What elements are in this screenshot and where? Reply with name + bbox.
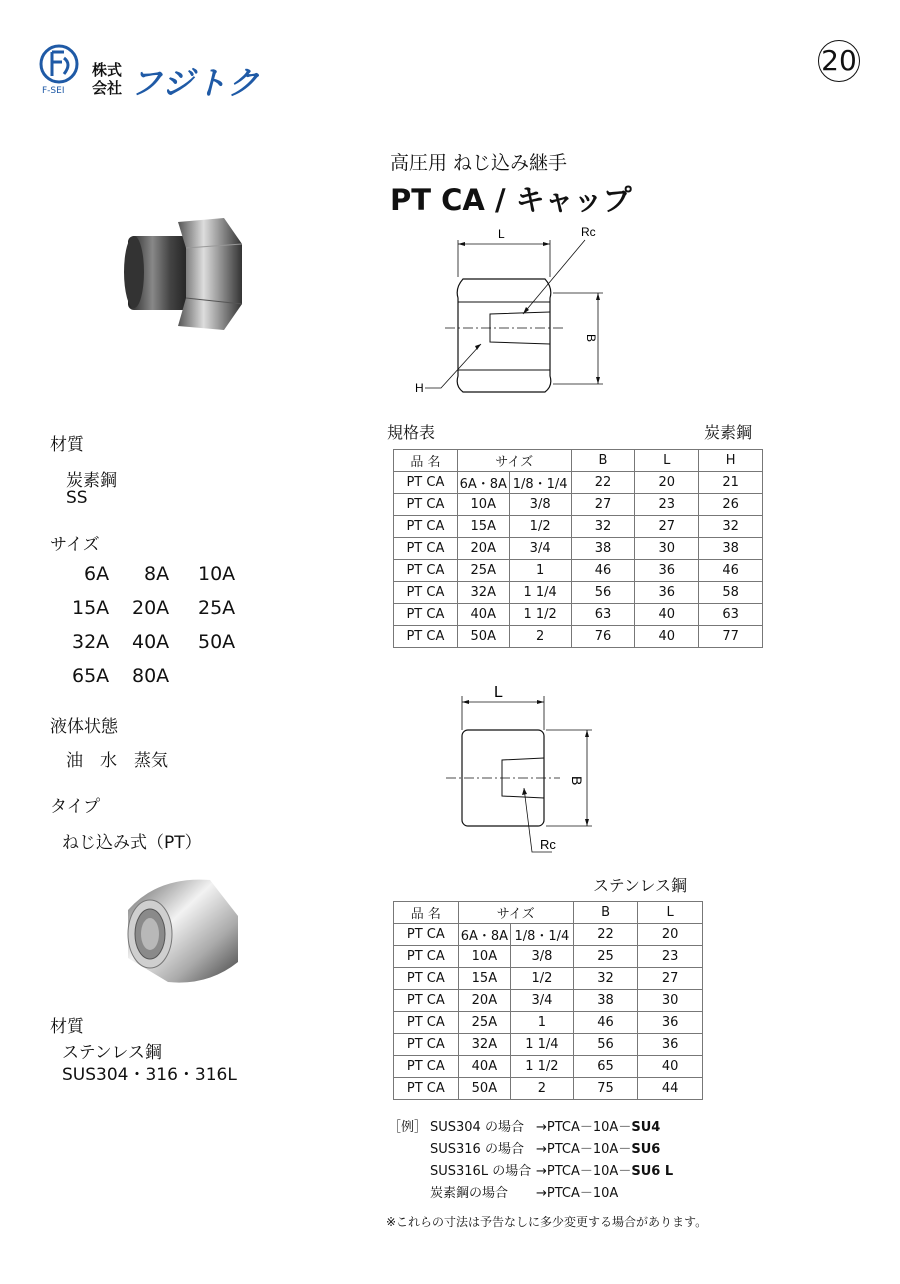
example-case: SUS316 の場合 (430, 1142, 524, 1157)
cell-size-a: 40A (458, 1056, 511, 1078)
cell-L: 36 (638, 1012, 703, 1034)
cell-size-inch: 1 (511, 1012, 574, 1034)
stainless-material-grades: SUS304・316・316L (62, 1065, 237, 1085)
logo-mark-caption: F-SEI (42, 86, 65, 96)
hex-cap-dimension-drawing (405, 222, 620, 404)
cell-B: 56 (573, 1034, 638, 1056)
type-label: タイプ (50, 797, 101, 817)
cell-B: 22 (571, 472, 635, 494)
cell-name: PT CA (394, 516, 458, 538)
dimension-label-B: B (584, 334, 598, 343)
size-value: 32A (72, 631, 110, 653)
cell-name: PT CA (394, 560, 458, 582)
cell-L: 23 (638, 946, 703, 968)
cell-size-inch: 1/2 (509, 516, 571, 538)
cell-H: 26 (699, 494, 763, 516)
cell-size-inch: 1/8・1/4 (509, 472, 571, 494)
example-row (430, 1182, 750, 1201)
cell-size-a: 20A (458, 990, 511, 1012)
table-row (394, 990, 703, 1012)
examples-label: ［例］ (388, 1120, 428, 1135)
cell-name: PT CA (394, 582, 458, 604)
table-row (394, 1034, 703, 1056)
cell-L: 20 (635, 472, 699, 494)
cell-B: 76 (571, 626, 635, 648)
table-row (394, 472, 763, 494)
cell-L: 23 (635, 494, 699, 516)
spec-table-label: 規格表 (387, 423, 436, 442)
cell-size-inch: 1 1/2 (511, 1056, 574, 1078)
header-product-name: 品 名 (394, 902, 459, 924)
dimension-label-L: L (498, 227, 505, 241)
size-row (72, 631, 272, 665)
table-row (394, 604, 763, 626)
cell-L: 30 (635, 538, 699, 560)
size-value: 10A (198, 563, 236, 585)
example-row (430, 1138, 750, 1157)
cell-name: PT CA (394, 1056, 459, 1078)
cell-name: PT CA (394, 626, 458, 648)
cell-L: 27 (638, 968, 703, 990)
table-row (394, 924, 703, 946)
cell-size-a: 20A (457, 538, 509, 560)
cell-H: 63 (699, 604, 763, 626)
header-B: B (571, 450, 635, 472)
cell-size-inch: 2 (511, 1078, 574, 1100)
material-label: 材質 (50, 435, 84, 455)
cell-size-inch: 1 1/4 (509, 582, 571, 604)
cell-size-inch: 3/4 (511, 990, 574, 1012)
cell-size-inch: 3/4 (509, 538, 571, 560)
footnote: ※これらの寸法は予告なしに多少変更する場合があります。 (386, 1215, 708, 1229)
cell-H: 58 (699, 582, 763, 604)
carbon-steel-cap-photo (120, 208, 260, 338)
cell-B: 38 (573, 990, 638, 1012)
stainless-cap-photo (118, 870, 248, 990)
cell-size-inch: 2 (509, 626, 571, 648)
cell-L: 40 (638, 1056, 703, 1078)
table-row (394, 1078, 703, 1100)
cell-size-a: 40A (457, 604, 509, 626)
cell-L: 36 (638, 1034, 703, 1056)
cell-B: 63 (571, 604, 635, 626)
product-title: PT CA / キャップ (390, 183, 632, 217)
size-value: 65A (72, 665, 110, 687)
cell-H: 46 (699, 560, 763, 582)
cell-name: PT CA (394, 538, 458, 560)
stainless-material-table-label: ステンレス鋼 (593, 876, 688, 895)
stainless-material-value: ステンレス鋼 (62, 1043, 162, 1063)
cell-L: 30 (638, 990, 703, 1012)
table-row (394, 538, 763, 560)
example-case: 炭素鋼の場合 (430, 1186, 509, 1201)
example-case: SUS316L の場合 (430, 1164, 532, 1179)
logo-company-name: フジトク (130, 64, 261, 102)
size-value: 15A (72, 597, 110, 619)
cell-size-a: 15A (457, 516, 509, 538)
round-cap-dimension-drawing (440, 680, 600, 860)
dimension-label-L: L (494, 684, 503, 701)
cell-L: 40 (635, 626, 699, 648)
fluid-label: 液体状態 (50, 717, 118, 737)
cell-B: 38 (571, 538, 635, 560)
cell-size-inch: 1/8・1/4 (511, 924, 574, 946)
cell-L: 20 (638, 924, 703, 946)
example-code: →PTCA－10A－ (536, 1142, 632, 1157)
cell-size-inch: 1 1/2 (509, 604, 571, 626)
size-value: 20A (132, 597, 170, 619)
table-row (394, 626, 763, 648)
table-row (394, 494, 763, 516)
dimension-label-B: B (569, 776, 585, 786)
cell-H: 32 (699, 516, 763, 538)
table-header-row (394, 450, 763, 472)
example-suffix: SU6 (631, 1142, 661, 1157)
size-value: 50A (198, 631, 236, 653)
material-value: 炭素鋼 (66, 471, 117, 491)
table-row (394, 1056, 703, 1078)
cell-size-a: 32A (457, 582, 509, 604)
size-value: 40A (132, 631, 170, 653)
cell-size-a: 50A (457, 626, 509, 648)
cell-size-inch: 3/8 (511, 946, 574, 968)
cell-name: PT CA (394, 1012, 459, 1034)
example-row (430, 1116, 750, 1135)
material-code: SS (66, 488, 88, 508)
page-number: 20 (818, 40, 860, 82)
cell-name: PT CA (394, 946, 459, 968)
cell-size-inch: 1 1/4 (511, 1034, 574, 1056)
table-row (394, 516, 763, 538)
table-row (394, 968, 703, 990)
cell-B: 46 (571, 560, 635, 582)
cell-L: 40 (635, 604, 699, 626)
cell-B: 22 (573, 924, 638, 946)
table-row (394, 946, 703, 968)
cell-name: PT CA (394, 990, 459, 1012)
cell-size-a: 10A (458, 946, 511, 968)
carbon-spec-table (393, 449, 763, 648)
size-list (72, 563, 272, 699)
cell-size-a: 15A (458, 968, 511, 990)
size-value: 80A (132, 665, 170, 687)
table-row (394, 1012, 703, 1034)
cell-size-a: 10A (457, 494, 509, 516)
cell-L: 36 (635, 560, 699, 582)
size-row (72, 597, 272, 631)
dimension-label-Rc: Rc (581, 225, 596, 239)
header-product-name: 品 名 (394, 450, 458, 472)
example-case: SUS304 の場合 (430, 1120, 524, 1135)
cell-B: 32 (571, 516, 635, 538)
cell-H: 21 (699, 472, 763, 494)
header-size: サイズ (458, 902, 573, 924)
cell-name: PT CA (394, 472, 458, 494)
cell-name: PT CA (394, 968, 459, 990)
size-row (72, 665, 272, 699)
cell-B: 25 (573, 946, 638, 968)
stainless-material-label: 材質 (50, 1017, 84, 1037)
table-row (394, 582, 763, 604)
size-label: サイズ (50, 535, 100, 555)
header-L: L (635, 450, 699, 472)
cell-size-a: 50A (458, 1078, 511, 1100)
cell-name: PT CA (394, 1078, 459, 1100)
company-logo (38, 44, 278, 100)
cell-B: 32 (573, 968, 638, 990)
dimension-label-H: H (415, 381, 424, 395)
logo-prefix-2: 会社 (92, 79, 123, 97)
size-row (72, 563, 272, 597)
cell-B: 27 (571, 494, 635, 516)
example-suffix: SU4 (631, 1120, 661, 1135)
cell-L: 44 (638, 1078, 703, 1100)
example-suffix: SU6 L (631, 1164, 674, 1179)
header-L: L (638, 902, 703, 924)
cell-size-a: 32A (458, 1034, 511, 1056)
cell-size-a: 6A・8A (457, 472, 509, 494)
cell-name: PT CA (394, 494, 458, 516)
fujitoku-mark-icon (38, 44, 88, 90)
example-row (430, 1160, 750, 1179)
size-value: 25A (198, 597, 236, 619)
table-header-row (394, 902, 703, 924)
cell-size-inch: 1/2 (511, 968, 574, 990)
example-code: →PTCA－10A－ (536, 1120, 632, 1135)
header-H: H (699, 450, 763, 472)
cell-B: 46 (573, 1012, 638, 1034)
cell-L: 36 (635, 582, 699, 604)
header-size: サイズ (457, 450, 571, 472)
carbon-material-label: 炭素鋼 (704, 423, 753, 442)
cell-L: 27 (635, 516, 699, 538)
cell-B: 56 (571, 582, 635, 604)
size-value: 8A (144, 563, 170, 585)
example-code: →PTCA－10A－ (536, 1164, 632, 1179)
table-row (394, 560, 763, 582)
cell-size-inch: 3/8 (509, 494, 571, 516)
cell-name: PT CA (394, 924, 459, 946)
cell-size-a: 25A (457, 560, 509, 582)
size-value: 6A (84, 563, 110, 585)
cell-H: 38 (699, 538, 763, 560)
stainless-spec-table (393, 901, 703, 1100)
product-subtitle: 高圧用 ねじ込み継手 (390, 152, 568, 174)
cell-size-inch: 1 (509, 560, 571, 582)
cell-name: PT CA (394, 604, 458, 626)
cell-size-a: 25A (458, 1012, 511, 1034)
type-value: ねじ込み式（PT） (62, 833, 202, 853)
logo-prefix-1: 株式 (92, 61, 123, 79)
cell-H: 77 (699, 626, 763, 648)
cell-B: 75 (573, 1078, 638, 1100)
fluid-value: 油 水 蒸気 (66, 751, 168, 771)
cell-size-a: 6A・8A (458, 924, 511, 946)
example-code: →PTCA－10A (536, 1186, 619, 1201)
header-B: B (573, 902, 638, 924)
dimension-label-Rc: Rc (540, 837, 556, 852)
cell-name: PT CA (394, 1034, 459, 1056)
cell-B: 65 (573, 1056, 638, 1078)
